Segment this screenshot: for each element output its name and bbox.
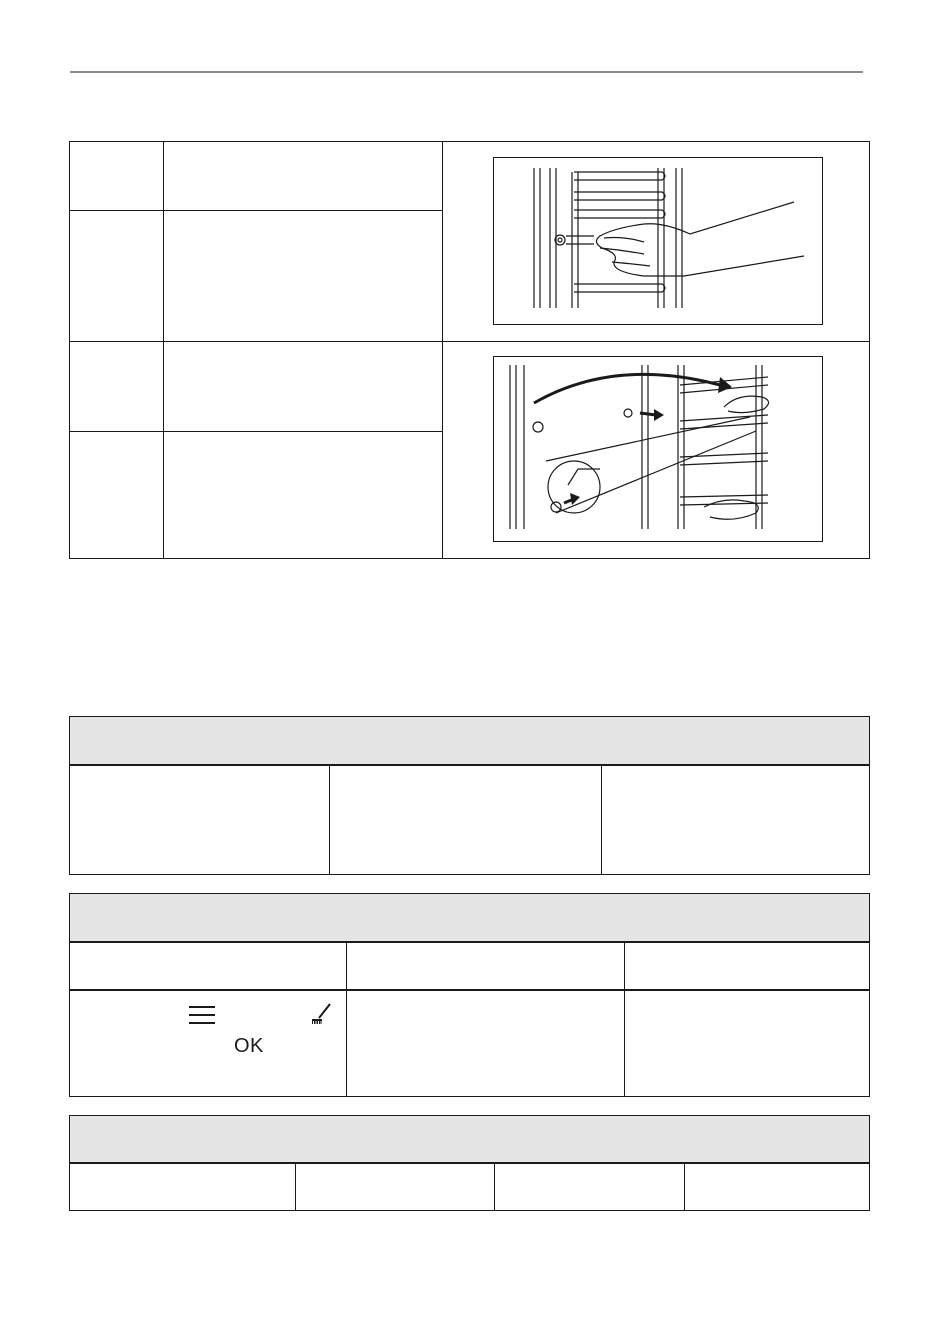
page-top-rule xyxy=(70,71,863,73)
cleaning-brush-icon xyxy=(310,1002,332,1026)
col-divider-illustration xyxy=(442,142,443,558)
col-divider xyxy=(329,766,330,874)
section-header xyxy=(70,894,869,943)
col-divider xyxy=(684,1164,685,1210)
section-table-b xyxy=(69,893,870,1097)
col-divider xyxy=(346,943,347,1096)
remove-shelf-support-illustration xyxy=(493,157,823,325)
row-divider xyxy=(70,989,869,991)
col-divider xyxy=(624,943,625,1096)
section-header xyxy=(70,717,869,766)
steps-table xyxy=(69,141,870,559)
col-divider xyxy=(494,1164,495,1210)
section-table-a xyxy=(69,716,870,875)
col-divider xyxy=(601,766,602,874)
row-divider xyxy=(70,210,442,211)
install-shelf-support-illustration xyxy=(493,356,823,542)
section-table-c xyxy=(69,1115,870,1211)
row-divider xyxy=(70,341,869,342)
section-header xyxy=(70,1116,869,1164)
ok-button-label: OK xyxy=(234,1035,264,1057)
col-divider xyxy=(295,1164,296,1210)
row-divider xyxy=(70,431,442,432)
col-divider-step xyxy=(163,142,164,558)
menu-icon xyxy=(189,1004,215,1026)
